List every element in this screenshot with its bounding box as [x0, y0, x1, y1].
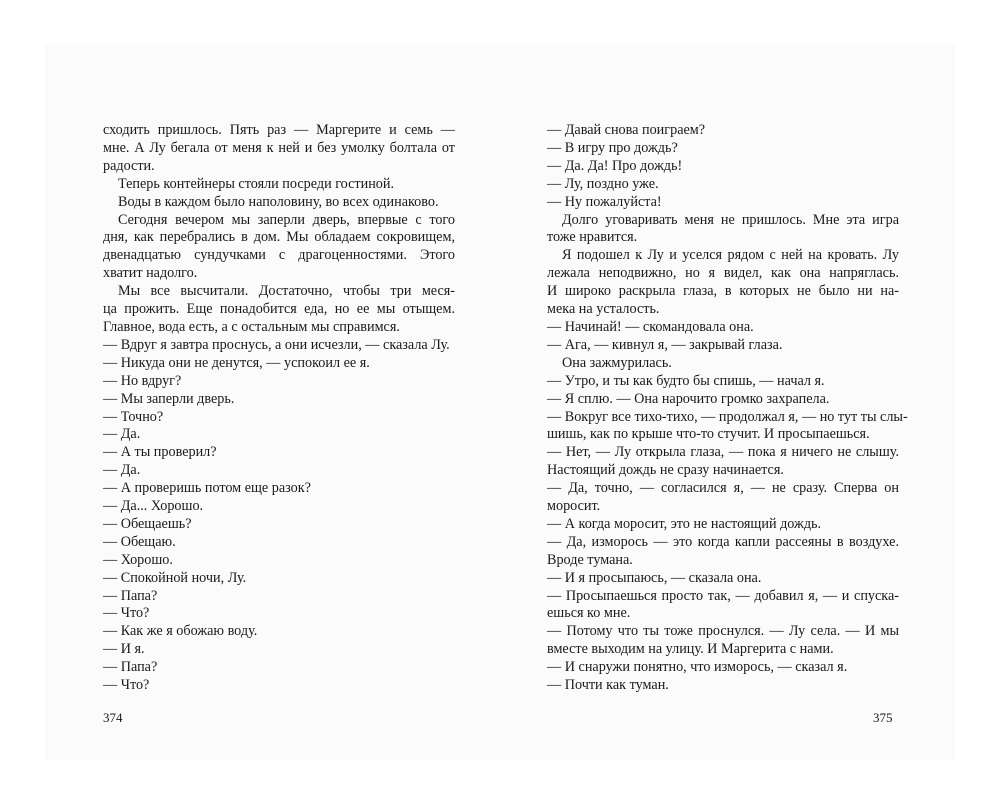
text-line: И широко раскрыла глаза, в которых не было ни на- — [547, 283, 899, 300]
text-line: — В игру про дождь? — [547, 139, 678, 156]
text-line: — Ага, — кивнул я, — закрывай глаза. — [547, 336, 783, 353]
text-line: — Да, точно, — согласился я, — не сразу. Сперва он — [547, 480, 899, 497]
text-line: — Потому что ты тоже проснулся. — Лу села. — И мы — [547, 623, 899, 640]
text-line: тоже нравится. — [547, 229, 638, 246]
text-line: радости. — [103, 157, 155, 174]
text-line: — Ну пожалуйста! — [547, 193, 662, 210]
text-line: — Я сплю. — Она нарочито громко захрапела. — [547, 390, 830, 407]
text-line: — Почти как туман. — [547, 677, 669, 694]
text-line: — Да. Да! Про дождь! — [547, 157, 683, 174]
right-page-text — [547, 122, 908, 695]
text-line: — Просыпаешься просто так, — добавил я, — и спуска- — [547, 587, 899, 604]
text-line: — Но вдруг? — [103, 372, 182, 389]
text-line: хватит надолго. — [103, 265, 198, 282]
text-line: вместе выходим на улицу. И Маргерита с нами. — [547, 641, 834, 658]
text-line: лежала неподвижно, но я видел, как она напряглась. — [547, 265, 899, 282]
right-page-number: 375 — [873, 710, 893, 725]
text-line: Долго уговаривать меня не пришлось. Мне эта игра — [562, 211, 899, 228]
text-line: Настоящий дождь не сразу начинается. — [547, 462, 784, 479]
text-line: Я подошел к Лу и уселся рядом с ней на кровать. Лу — [562, 247, 899, 264]
text-line: — Папа? — [103, 659, 158, 676]
text-line: — Обещаю. — [103, 533, 176, 550]
text-line: — Да... Хорошо. — [103, 498, 204, 515]
text-line: мне. А Лу бегала от меня к ней и без умолку болтала от — [103, 139, 455, 156]
text-line: — Никуда они не денутся, — успокоил ее я. — [103, 354, 370, 371]
text-line: — И я просыпаюсь, — сказала она. — [547, 569, 762, 586]
text-line: Теперь контейнеры стояли посреди гостиной. — [118, 175, 395, 192]
text-line: — Начинай! — скомандовала она. — [547, 318, 754, 335]
text-line: мека на усталость. — [547, 301, 660, 318]
text-line: — Папа? — [103, 587, 158, 604]
text-line: — И я. — [103, 641, 145, 658]
text-line: — Да. — [103, 462, 141, 479]
text-line: — Вокруг все тихо-тихо, — продолжал я, — но тут ты слы- — [547, 408, 908, 425]
text-line: — Нет, — Лу открыла глаза, — пока я ничего не слышу. — [547, 444, 899, 461]
text-line: Сегодня вечером мы заперли дверь, впервые с того — [118, 211, 455, 228]
text-line: дня, как перебрались в дом. Мы обладаем сокровищем, — [103, 229, 455, 246]
text-line: — Как же я обожаю воду. — [103, 623, 258, 640]
text-line: — Давай снова поиграем? — [547, 122, 706, 138]
text-line: Она зажмурилась. — [562, 354, 672, 371]
text-line: двенадцатью сундучками с драгоценностями. Этого — [103, 247, 455, 264]
text-line: — Да, изморось — это когда капли рассеяны в воздухе. — [547, 533, 899, 550]
text-line: — Лу, поздно уже. — [547, 175, 659, 192]
text-line: — А ты проверил? — [103, 444, 217, 461]
text-line: — Утро, и ты как будто бы спишь, — начал я. — [547, 372, 825, 389]
text-line: моросит. — [547, 498, 601, 515]
text-line: шишь, как по крыше что-то стучит. И просыпаешься. — [547, 426, 870, 443]
text-line: — Да. — [103, 426, 141, 443]
book-spread — [45, 45, 955, 760]
text-line: — Точно? — [103, 408, 164, 425]
text-line: ешься ко мне. — [547, 605, 631, 622]
left-page-number: 374 — [103, 710, 123, 725]
text-line: — Спокойной ночи, Лу. — [103, 569, 247, 586]
text-line: Главное, вода есть, а с остальным мы справимся. — [103, 318, 400, 335]
text-line: — А когда моросит, это не настоящий дождь. — [547, 515, 822, 532]
text-line: — Что? — [103, 605, 150, 622]
text-line: — А проверишь потом еще разок? — [103, 480, 311, 497]
text-line: Вроде тумана. — [547, 551, 633, 568]
text-line: — Хорошо. — [103, 551, 173, 568]
text-line: — И снаружи понятно, что изморось, — сказал я. — [547, 659, 848, 676]
text-line: Воды в каждом было наполовину, во всех одинаково. — [118, 193, 439, 210]
text-line: Мы все высчитали. Достаточно, чтобы три меся- — [118, 283, 455, 300]
left-page-text — [103, 122, 455, 695]
text-line: ца прожить. Еще понадобится еда, но ее мы отыщем. — [103, 301, 455, 318]
text-line: сходить пришлось. Пять раз — Маргерите и семь — — [103, 122, 455, 138]
text-line: — Что? — [103, 677, 150, 694]
text-line: — Мы заперли дверь. — [103, 390, 235, 407]
text-line: — Вдруг я завтра проснусь, а они исчезли, — сказала Лу. — [103, 336, 450, 353]
text-line: — Обещаешь? — [103, 515, 192, 532]
